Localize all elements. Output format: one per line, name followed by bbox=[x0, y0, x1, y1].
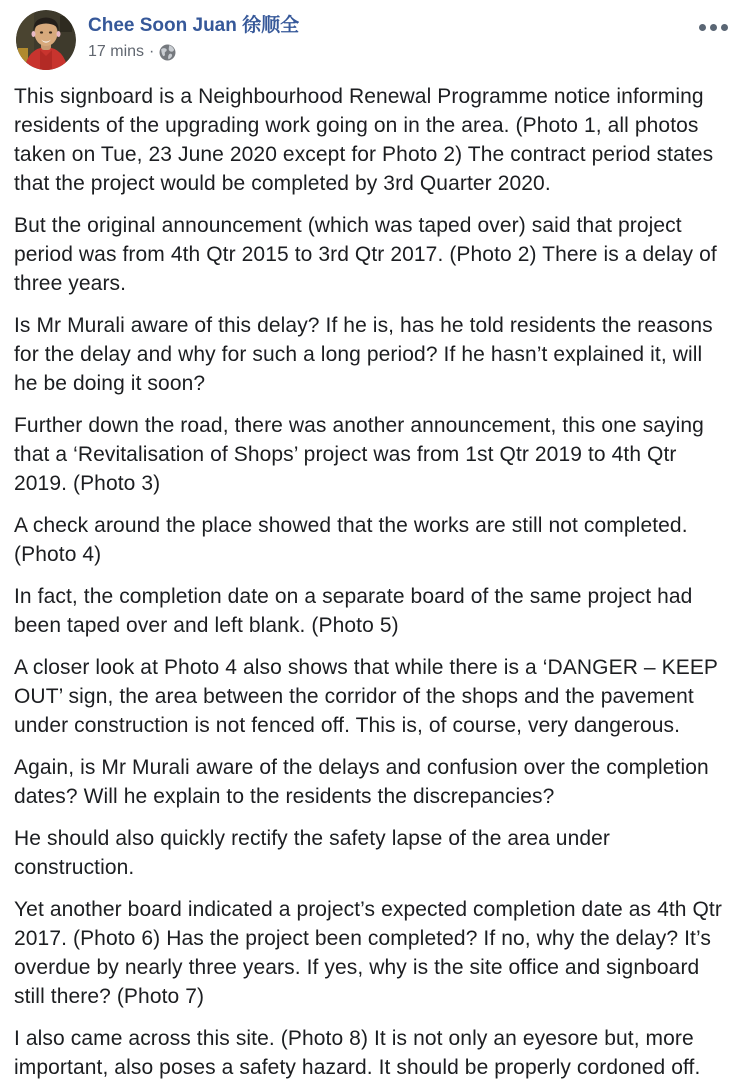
post-paragraph: He should also quickly rectify the safety lapse of the area under construction. bbox=[14, 827, 610, 879]
post-paragraph: A closer look at Photo 4 also shows that while there is a ‘DANGER – KEEP OUT’ sign, the area between the corridor of the shops and the pavement under construction is not fenced off. This is, of course, very dangerous. bbox=[14, 656, 718, 737]
post-paragraph: Further down the road, there was another announcement, this one saying that a ‘Revitalisation of Shops’ project was from 1st Qtr 2019 to 4th Qtr 2019. (Photo 3) bbox=[14, 414, 704, 495]
ellipsis-dot-icon bbox=[721, 24, 728, 31]
post-paragraph: Again, is Mr Murali aware of the delays and confusion over the completion dates? Will he explain to the residents the discrepancies? bbox=[14, 756, 709, 808]
author-name-link[interactable]: Chee Soon Juan 徐顺全 bbox=[88, 15, 300, 36]
post-paragraph: Yet another board indicated a project’s expected completion date as 4th Qtr 2017. (Photo 6) Has the project been completed? If no, why the delay? It’s overdue by nearly three years. If yes, why is the site office and signboard still there? (Photo 7) bbox=[14, 898, 722, 1008]
avatar-photo-icon bbox=[16, 10, 76, 70]
post-paragraph: A check around the place showed that the works are still not completed. (Photo 4) bbox=[14, 514, 688, 566]
post-header-info bbox=[88, 10, 299, 62]
globe-public-icon bbox=[159, 44, 176, 61]
post-timestamp[interactable]: 17 mins bbox=[88, 43, 145, 60]
post-paragraph: I also came across this site. (Photo 8) It is not only an eyesore but, more important, also poses a safety hazard. It should be properly cordoned off. bbox=[14, 1027, 701, 1079]
post-header bbox=[12, 8, 732, 74]
ellipsis-dot-icon bbox=[710, 24, 717, 31]
post-paragraph: This signboard is a Neighbourhood Renewal Programme notice informing residents of the upgrading work going on in the area. (Photo 1, all photos taken on Tue, 23 June 2020 except for Photo 2) The contract period states that the project would be completed by 3rd Quarter 2020. bbox=[14, 85, 714, 195]
post-paragraph: But the original announcement (which was taped over) said that project period was from 4th Qtr 2015 to 3rd Qtr 2017. (Photo 2) There is a delay of three years. bbox=[14, 214, 717, 295]
author-avatar[interactable] bbox=[16, 10, 76, 70]
post-more-options-button[interactable] bbox=[697, 18, 730, 37]
post-paragraph: In fact, the completion date on a separate board of the same project had been taped over and left blank. (Photo 5) bbox=[14, 585, 693, 637]
meta-separator: · bbox=[149, 43, 155, 60]
post-body-text bbox=[12, 82, 732, 1082]
post-meta-row bbox=[88, 42, 299, 62]
post-paragraph: Is Mr Murali aware of this delay? If he is, has he told residents the reasons for the delay and why for such a long period? If he hasn’t explained it, will he be doing it soon? bbox=[14, 314, 713, 395]
ellipsis-dot-icon bbox=[699, 24, 706, 31]
